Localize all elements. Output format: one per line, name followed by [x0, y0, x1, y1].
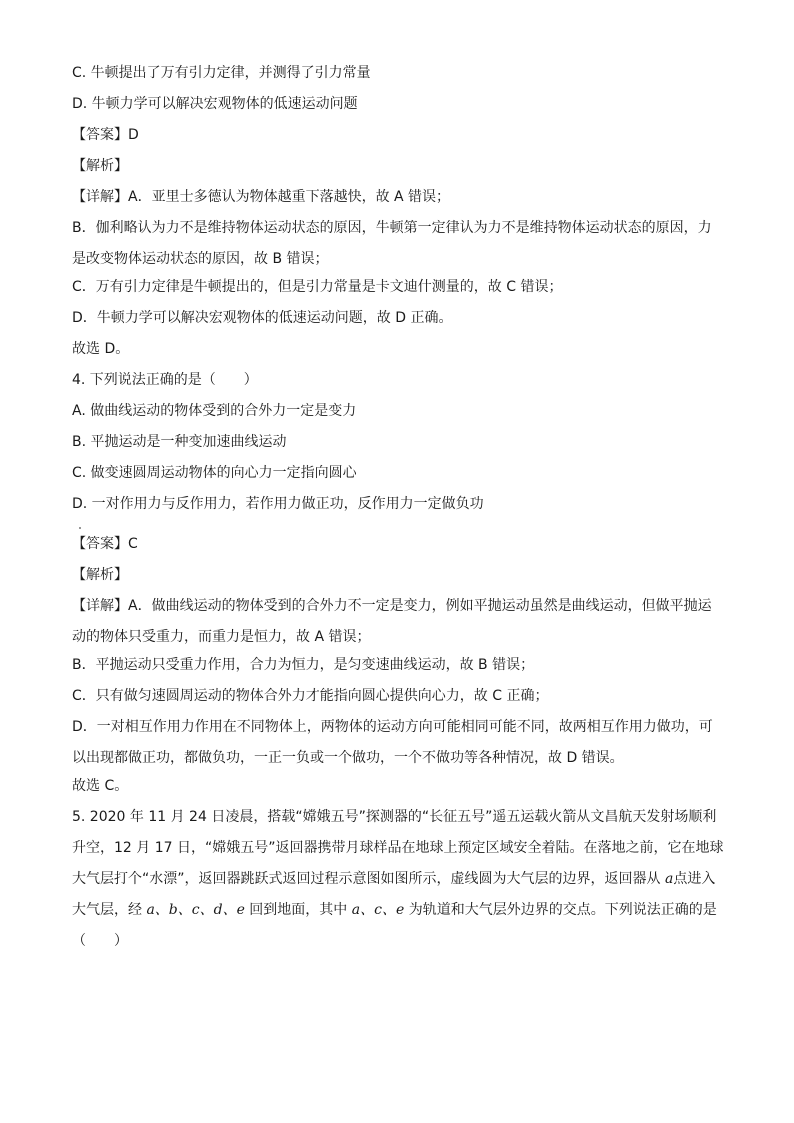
q4-option-c: C. 做变速圆周运动物体的向心力一定指向圆心 [72, 465, 357, 481]
q4-conclusion: 故选 C。 [72, 778, 129, 794]
q3-analysis-d: D．牛顿力学可以解决宏观物体的低速运动问题，故 D 正确。 [72, 310, 453, 326]
q5-var-list: a、b、c、d、e [146, 902, 245, 918]
analysis-a-text: A．做曲线运动的物体受到的合外力不一定是变力，例如平抛运动虽然是曲线运动，但做平抛运动的物体只受重力，而重力是恒力，故 A 错误； [72, 598, 712, 645]
q4-analysis-b: B．平抛运动只受重力作用，合力为恒力，是匀变速曲线运动，故 B 错误； [72, 657, 535, 673]
q5-stem-part-2: 点进入大气层，经 [72, 871, 716, 918]
q4-analysis-c: C．只有做匀速圆周运动的物体合外力才能指向圆心提供向心力，故 C 正确； [72, 688, 549, 704]
analysis-a-text: A．亚里士多德认为物体越重下落越快，故 A 错误； [128, 189, 451, 205]
q4-option-d: D. 一对作用力与反作用力，若作用力做正功，反作用力一定做负功 [72, 496, 484, 512]
detail-tag: 【详解】 [72, 189, 128, 205]
q3-option-c: C. 牛顿提出了万有引力定律，并测得了引力常量 [72, 65, 371, 81]
q3-analysis-tag: 【解析】 [72, 158, 128, 174]
q4-option-b: B. 平抛运动是一种变加速曲线运动 [72, 434, 287, 450]
q4-analysis-a [72, 591, 724, 653]
q3-conclusion: 故选 D。 [72, 341, 130, 357]
q3-answer [72, 125, 724, 145]
detail-tag: 【详解】 [72, 598, 128, 614]
q5-stem-part-3: 回到地面，其中 [244, 902, 352, 918]
q5-var-list2: a、c、e [351, 902, 405, 918]
q4-stem: 4. 下列说法正确的是（ ） [72, 372, 258, 388]
answer-value: D [128, 127, 139, 143]
q4-analysis-d: D．一对相互作用力作用在不同物体上，两物体的运动方向可能相同可能不同，故两相互作用力做功，可以出现都做正功，都做负功，一正一负或一个做功，一个不做功等各种情况，故 D 错误。 [72, 719, 713, 766]
q4-analysis-tag: 【解析】 [72, 567, 128, 583]
stray-dot [79, 527, 81, 529]
q5-stem-part-4: 为轨道和大气层外边界的交点。下列说法正确的是（ ） [72, 902, 717, 949]
q4-option-a: A. 做曲线运动的物体受到的合外力一定是变力 [72, 403, 357, 419]
q5-stem-part-1: 5. 2020 年 11 月 24 日凌晨，搭载“嫦娥五号”探测器的“长征五号”遥五运载火箭从文昌航天发射场顺利升空，12 月 17 日，“嫦娥五号”返回器携带月球样品在地球上预定区域安全着陆。在落地之前，它在地球大气层打个“水漂”，返回器跳跃式返回过程示意图如图所示，虚线圆为大气层的边界，返回器从 [72, 809, 724, 887]
answer-tag: 【答案】 [72, 127, 128, 143]
document-content [72, 63, 724, 957]
q5-stem [72, 802, 724, 957]
q4-answer [72, 534, 724, 554]
answer-value: C [128, 536, 138, 552]
q3-analysis-a [72, 187, 724, 207]
q3-analysis-b: B．伽利略认为力不是维持物体运动状态的原因，牛顿第一定律认为力不是维持物体运动状态的原因，力是改变物体运动状态的原因，故 B 错误； [72, 220, 712, 267]
answer-tag: 【答案】 [72, 536, 128, 552]
q5-var-a: a [664, 871, 674, 887]
q3-option-d: D. 牛顿力学可以解决宏观物体的低速运动问题 [72, 96, 358, 112]
q3-analysis-c: C．万有引力定律是牛顿提出的，但是引力常量是卡文迪什测量的，故 C 错误； [72, 279, 563, 295]
